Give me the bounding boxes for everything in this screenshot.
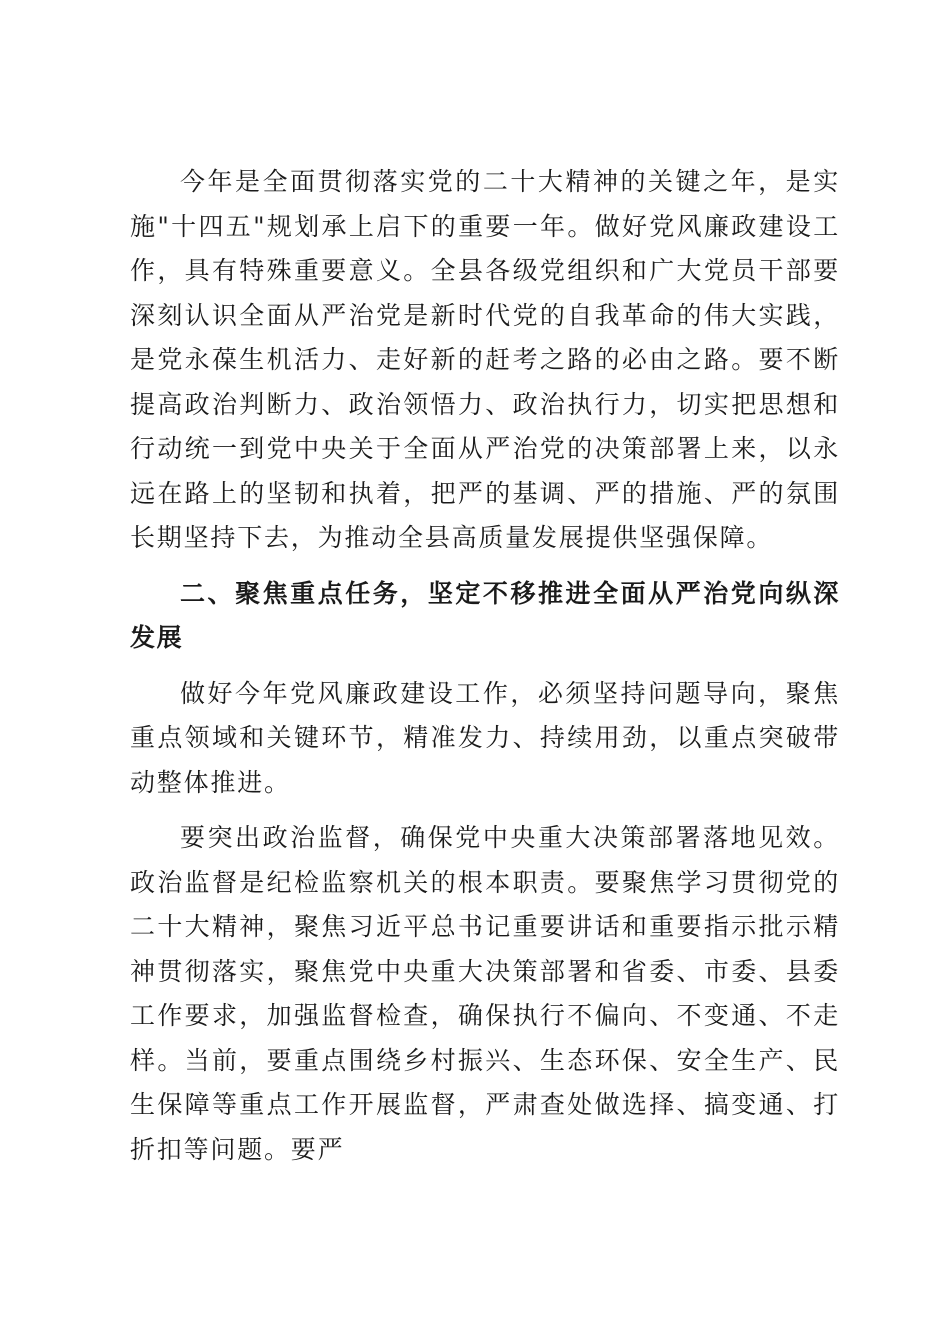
body-paragraph-1: 今年是全面贯彻落实党的二十大精神的关键之年，是实施"十四五"规划承上启下的重要一年。做好党风廉政建设工作，具有特殊重要意义。全县各级党组织和广大党员干部要深刻认识全面从严治党是新时代党的自我革命的伟大实践，是党永葆生机活力、走好新的赶考之路的必由之路。要不断提高政治判断力、政治领悟力、政治执行力，切实把思想和行动统一到党中央关于全面从严治党的决策部署上来，以永远在路上的坚韧和执着，把严的基调、严的措施、严的氛围长期坚持下去，为推动全县高质量发展提供坚强保障。 xyxy=(130,167,840,552)
section-heading-2: 二、聚焦重点任务，坚定不移推进全面从严治党向纵深发展 xyxy=(130,578,840,652)
body-paragraph-2: 做好今年党风廉政建设工作，必须坚持问题导向，聚焦重点领域和关键环节，精准发力、持续用劲，以重点突破带动整体推进。 xyxy=(130,678,840,797)
body-paragraph-3: 要突出政治监督，确保党中央重大决策部署落地见效。政治监督是纪检监察机关的根本职责。要聚焦学习贯彻党的二十大精神，聚焦习近平总书记重要讲话和重要指示批示精神贯彻落实，聚焦党中央重大决策部署和省委、市委、县委工作要求，加强监督检查，确保执行不偏向、不变通、不走样。当前，要重点围绕乡村振兴、生态环保、安全生产、民生保障等重点工作开展监督，严肃查处做选择、搞变通、打折扣等问题。要严 xyxy=(130,823,840,1164)
document-page xyxy=(130,160,840,1172)
